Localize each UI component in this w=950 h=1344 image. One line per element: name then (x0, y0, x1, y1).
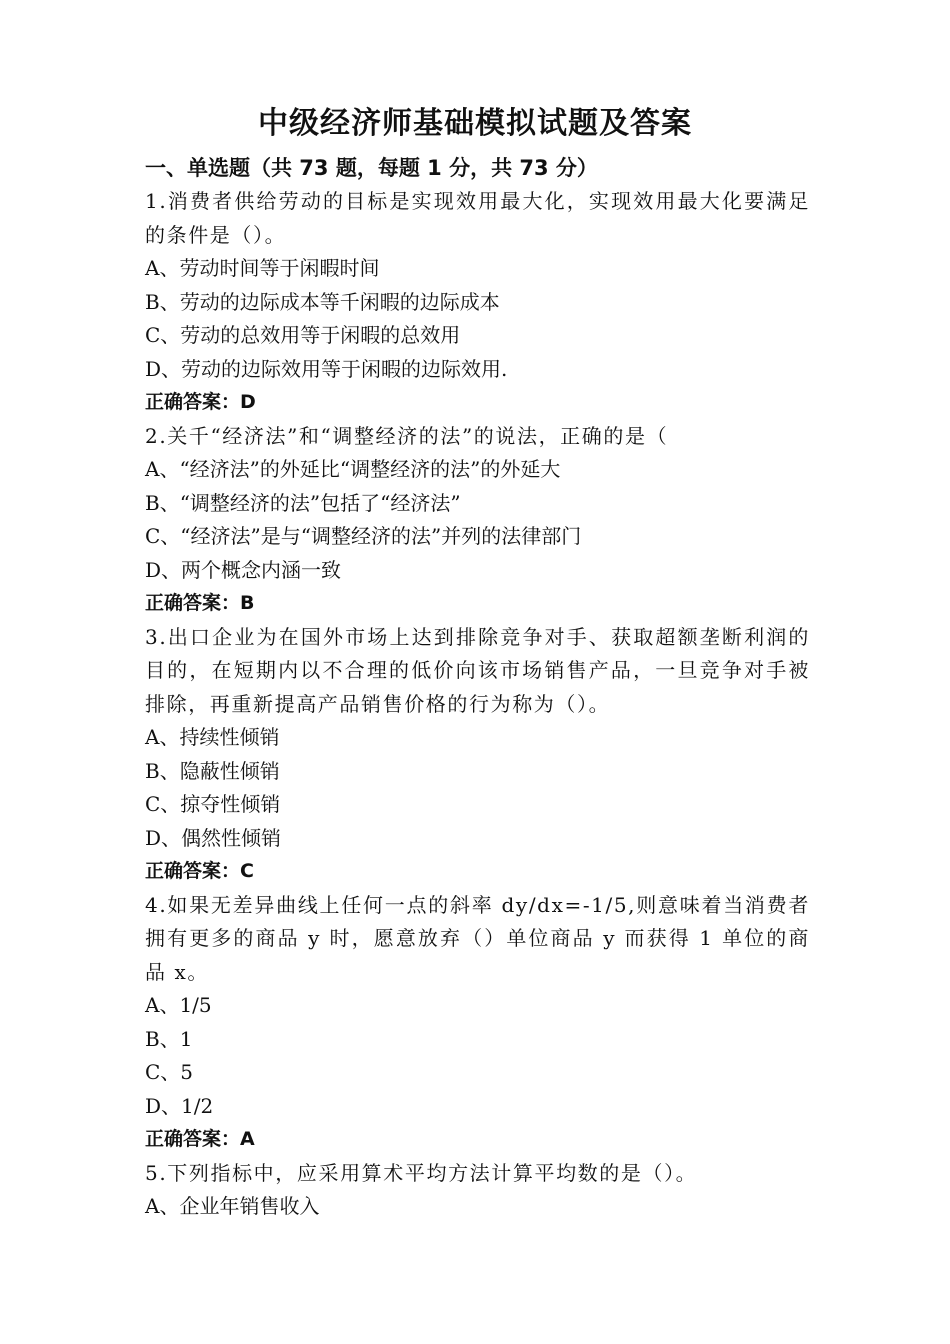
document-body (145, 152, 810, 1224)
option-c: C、5 (145, 1060, 194, 1084)
correct-answer: 正确答案：C (145, 860, 254, 882)
option-b: B、1 (145, 1026, 193, 1051)
option-d: D、两个概念内涵一致 (145, 557, 342, 582)
option-a: A、企业年销售收入 (145, 1194, 320, 1218)
option-a: A、持续性倾销 (145, 725, 280, 749)
question-stem: 4.如果无差异曲线上任何一点的斜率 dy/dx=-1/5,则意味着当消费者拥有更多的商品 y 时，愿意放弃（）单位商品 y 而获得 1 单位的商品 x。 (145, 892, 810, 984)
option-b: B、“调整经济的法”包括了“经济法” (145, 490, 461, 515)
option-a: A、劳动时间等于闲暇时间 (145, 256, 380, 280)
option-b: B、隐蔽性倾销 (145, 758, 280, 783)
option-a: A、“经济法”的外延比“调整经济的法”的外延大 (145, 457, 561, 481)
question-2 (145, 420, 810, 621)
option-b: B、劳动的边际成本等千闲暇的边际成本 (145, 289, 500, 314)
section-heading: 一、单选题（共 73 题，每题 1 分，共 73 分） (145, 156, 598, 180)
correct-answer: 正确答案：B (145, 592, 255, 614)
question-stem: 1.消费者供给劳动的目标是实现效用最大化，实现效用最大化要满足的条件是（）。 (145, 189, 810, 247)
question-1 (145, 185, 810, 420)
option-d: D、偶然性倾销 (145, 825, 282, 850)
question-stem: 3.出口企业为在国外市场上达到排除竞争对手、获取超额垄断利润的目的，在短期内以不合理的低价向该市场销售产品，一旦竞争对手被排除，再重新提高产品销售价格的行为称为（）。 (145, 624, 810, 716)
document-title: 中级经济师基础模拟试题及答案 (258, 106, 692, 141)
question-4 (145, 889, 810, 1157)
option-d: D、劳动的边际效用等于闲暇的边际效用. (145, 356, 508, 381)
correct-answer: 正确答案：A (145, 1128, 255, 1150)
question-5 (145, 1157, 810, 1224)
question-3 (145, 621, 810, 889)
option-d: D、1/2 (145, 1093, 214, 1118)
option-a: A、1/5 (145, 993, 212, 1017)
question-stem: 2.关千“经济法”和“调整经济的法”的说法，正确的是（ (145, 423, 669, 448)
option-c: C、“经济法”是与“调整经济的法”并列的法律部门 (145, 524, 582, 548)
correct-answer: 正确答案：D (145, 391, 256, 413)
option-c: C、掠夺性倾销 (145, 792, 281, 816)
option-c: C、劳动的总效用等于闲暇的总效用 (145, 323, 461, 347)
question-stem: 5.下列指标中，应采用算术平均方法计算平均数的是（）。 (145, 1160, 698, 1185)
